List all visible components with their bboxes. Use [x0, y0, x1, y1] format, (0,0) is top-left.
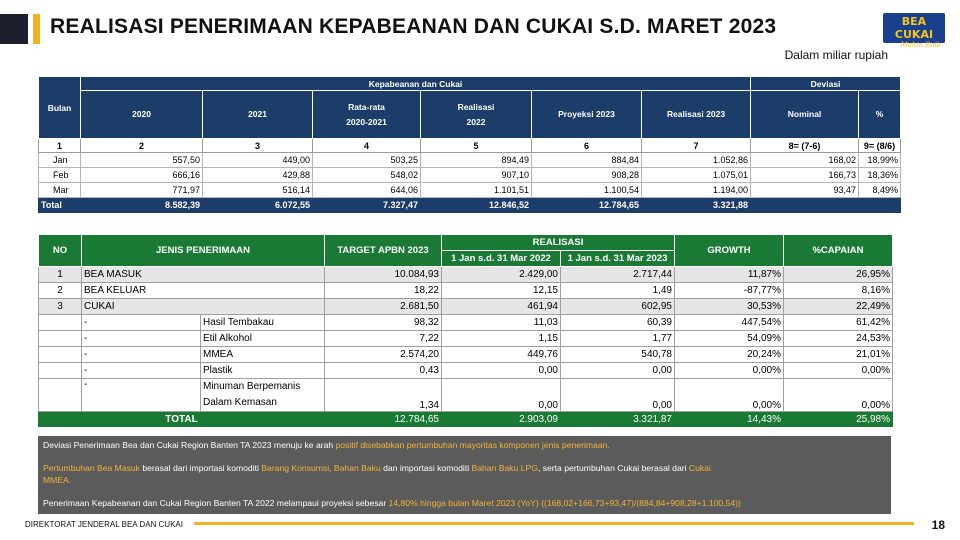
note-paragraph-2: Pertumbuhan Bea Masuk berasal dari importasi komoditi Barang Konsumsi, Bahan Baku dan importasi komoditi Bahan Baku LPG, serta pertumbuhan Cukai berasal dari Cukai [43, 463, 711, 473]
col-rata-rata: Rata-rata 2020-2021 [313, 91, 421, 139]
footer-line [194, 522, 914, 525]
table-row: - Minuman Berpemanis Dalam Kemasan 1,34 0,00 0,00 0,00% 0,00% [39, 379, 893, 412]
header-period-2023: 1 Jan s.d. 31 Mar 2023 [561, 251, 675, 267]
table-row: 1 BEA MASUK 10.084,93 2.429,00 2.717,44 11,87% 26,95% [39, 267, 893, 283]
header-kepabeanan-cukai: Kepabeanan dan Cukai [81, 77, 751, 91]
bea-cukai-logo: BEA CUKAI Makin Baik PENGAWAS & PELAYAN [883, 13, 945, 43]
table-row: Jan 557,50 449,00 503,25 894,49 884,84 1.052,86 168,02 18,99% [39, 153, 901, 168]
header-gold-bar [33, 14, 40, 44]
unit-note: Dalam miliar rupiah [784, 48, 888, 62]
note-paragraph-1: Deviasi Penerimaan Bea dan Cukai Region Banten TA 2023 menuju ke arah positif disebabkan pertumbuhan mayoritas komponen jenis penerimaan. [43, 440, 610, 450]
table-row: Feb 666,16 429,88 548,02 907,10 908,28 1.075,01 166,73 18,36% [39, 168, 901, 183]
col-realisasi-2023: Realisasi 2023 [642, 91, 751, 139]
header-period-2022: 1 Jan s.d. 31 Mar 2022 [442, 251, 561, 267]
revenue-type-table [38, 234, 893, 427]
page-title: REALISASI PENERIMAAN KEPABEANAN DAN CUKAI S.D. MARET 2023 [50, 15, 777, 38]
header-dark-bar [0, 14, 28, 44]
header-bulan: Bulan [39, 77, 81, 139]
footer-org-name: DIREKTORAT JENDERAL BEA DAN CUKAI [25, 520, 183, 529]
table-row: 2 BEA KELUAR 18,22 12,15 1,49 -87,77% 8,16% [39, 283, 893, 299]
col-2020: 2020 [81, 91, 203, 139]
table-row: - Etil Alkohol 7,22 1,15 1,77 54,09% 24,53% [39, 331, 893, 347]
header-jenis-penerimaan: JENIS PENERIMAAN [82, 235, 325, 267]
header-target-apbn: TARGET APBN 2023 [325, 235, 442, 267]
page-number: 18 [931, 518, 945, 532]
total-row: TOTAL 12.784,65 2.903,09 3.321,87 14,43% 25,98% [39, 412, 893, 427]
col-nominal: Nominal [751, 91, 859, 139]
monthly-revenue-table [38, 76, 901, 213]
note-paragraph-3: Penerimaan Kepabeanan dan Cukai Region Banten TA 2022 melampaui proyeksi sebesar 14,80% hingga bulan Maret 2023 (YoY) ((168,02+166,73+93,47)/(884,84+908,28+1.100,54)) [43, 497, 741, 508]
header-capaian: %CAPAIAN [784, 235, 893, 267]
header-deviasi: Deviasi [751, 77, 901, 91]
table-row: Mar 771,97 516,14 644,06 1.101,51 1.100,54 1.194,00 93,47 8,49% [39, 183, 901, 198]
table-row: - Plastik 0,43 0,00 0,00 0,00% 0,00% [39, 363, 893, 379]
column-numbering-row: 1 2 3 4 5 6 7 8= (7-6) 9= (8/6) [39, 139, 901, 153]
table-row: - MMEA 2.574,20 449,76 540,78 20,24% 21,01% [39, 347, 893, 363]
total-row: Total 8.582,39 6.072,55 7.327,47 12.846,52 12.784,65 3.321,88 [39, 198, 901, 213]
header-no: NO [39, 235, 82, 267]
table-row: - Hasil Tembakau 98,32 11,03 60,39 447,54% 61,42% [39, 315, 893, 331]
analysis-note: Deviasi Penerimaan Bea dan Cukai Region Banten TA 2023 menuju ke arah positif disebabkan pertumbuhan mayoritas komponen jenis penerimaan. Pertumbuhan Bea Masuk berasal dari importasi komoditi Barang Konsumsi, Bahan Baku dan importasi komoditi Bahan Baku LPG, serta pertumbuhan Cukai berasal dari Cukai MMEA. Penerimaan Kepabeanan dan Cukai Region Banten TA 2022 melampaui proyeksi sebesar 14,80% hingga bulan Maret 2023 (YoY) ((168,02+166,73+93,47)/(884,84+908,28+1.100,54)) [38, 436, 891, 514]
col-percent: % [859, 91, 901, 139]
table-row: 3 CUKAI 2.681,50 461,94 602,95 30,53% 22,49% [39, 299, 893, 315]
header-growth: GROWTH [675, 235, 784, 267]
col-proyeksi-2023: Proyeksi 2023 [532, 91, 642, 139]
header-realisasi: REALISASI [442, 235, 675, 251]
col-2021: 2021 [203, 91, 313, 139]
col-realisasi-2022: Realisasi 2022 [421, 91, 532, 139]
